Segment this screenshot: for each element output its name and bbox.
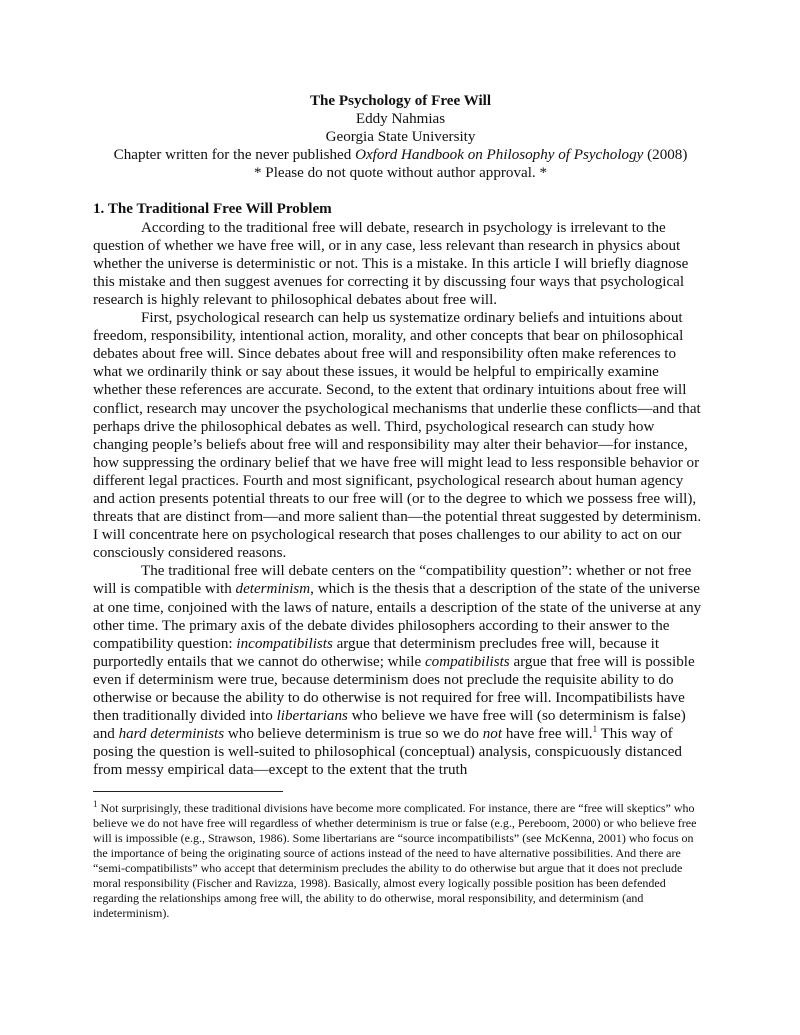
footnote-text: Not surprisingly, these traditional divisions have become more complicated. For instance, there are “free will skeptics” who believe we do not have free will regardless of whether determinism is true or false (e.g., Pereboom, 2000) or who believe free will is impossible (e.g., Strawson, 1986). Some libertarians are “source incompatibilists” (see McKenna, 2001) who focus on the importance of being the originating source of actions instead of the need to have alternative possibilities. And there are “semi-compatibilists” who accept that determinism precludes the ability to do otherwise but argue that it does not preclude moral responsibility (Fischer and Ravizza, 1998). Basically, almost every logically possible position has been defended regarding the relationships among free will, the ability to do otherwise, moral responsibility, and determinism (and indeterminism). <box>93 801 697 921</box>
publication-note-prefix: Chapter written for the never published <box>113 147 356 164</box>
handbook-title: Oxford Handbook on Philosophy of Psychology <box>355 147 644 164</box>
term-compatibilists: compatibilists <box>424 653 510 670</box>
p3-text-4: argue that free will is possible even if determinism were true, because determinism does not preclude the requisite ability to do otherwise or because the ability to do otherwise is not required for free will. Incompatibilists have then traditionally divided into <box>93 653 695 725</box>
paragraph-1: According to the traditional free will debate, research in psychology is irrelevant to the question of whether we have free will, or in any case, less relevant than research in physics about whether the universe is deterministic or not. This is a mistake. In this article I will briefly diagnose this mistake and then suggest avenues for correcting it by discussing four ways that psychological research is highly relevant to philosophical debates about free will. <box>93 219 689 308</box>
footnote-1 <box>93 801 708 921</box>
quote-notice: * Please do not quote without author approval. * <box>253 165 548 182</box>
footnote-separator <box>93 791 283 792</box>
footnote-marker: 1 <box>93 799 98 810</box>
term-determinism: determinism <box>235 581 311 598</box>
paragraph-3 <box>93 562 708 779</box>
p3-text-6: who believe determinism is true so we do <box>224 726 483 743</box>
publication-note <box>93 146 708 164</box>
p3-text-5: who believe we have free will (so determinism is false) and <box>93 708 686 743</box>
document-page <box>93 92 708 921</box>
p3-text-7: have free will. <box>502 726 593 743</box>
publication-note-suffix: (2008) <box>643 147 688 164</box>
p3-text-1: The traditional free will debate centers on the “compatibility question”: whether or not free will is compatible with <box>93 563 692 598</box>
footnote-reference[interactable]: 1 <box>592 724 598 735</box>
term-not: not <box>482 726 503 743</box>
p3-text-3: argue that determinism precludes free will, because it purportedly entails that we cannot do otherwise; while <box>93 635 660 670</box>
term-libertarians: libertarians <box>276 708 348 725</box>
section-heading: 1. The Traditional Free Will Problem <box>93 201 332 218</box>
author-affiliation: Georgia State University <box>325 129 476 146</box>
term-incompatibilists: incompatibilists <box>236 635 333 652</box>
author-name: Eddy Nahmias <box>355 111 446 128</box>
paper-title: The Psychology of Free Will <box>309 93 492 109</box>
p3-text-8: This way of posing the question is well-suited to philosophical (conceptual) analysis, conspicuously distanced from messy empirical data—except to the extent that the truth <box>93 726 682 779</box>
p3-text-2: , which is the thesis that a description of the state of the universe at one time, conjoined with the laws of nature, entails a description of the state of the universe at any other time. The primary axis of the debate divides philosophers according to their answer to the compatibility question: <box>93 581 702 652</box>
paragraph-2: First, psychological research can help us systematize ordinary beliefs and intuitions about freedom, responsibility, intentional action, morality, and other concepts that bear on philosophical debates about free will. Since debates about free will and responsibility often make references to what we ordinarily think or say about these issues, it would be helpful to empirically examine whether these references are accurate. Second, to the extent that ordinary intuitions about free will conflict, research may uncover the psychological mechanisms that underlie these conflicts—and that perhaps drive the philosophical debates as well. Third, psychological research can study how changing people’s beliefs about free will and responsibility may alter their behavior—for instance, how suppressing the ordinary belief that we have free will might lead to less responsible behavior or different legal practices. Fourth and most significant, psychological research about human agency and action presents potential threats to our free will (or to the degree to which we possess free will), threats that are distinct from—and more salient than—the potential threat suggested by determinism. I will concentrate here on psychological research that poses challenges to our ability to act on our consciously considered reasons. <box>93 310 702 562</box>
term-hard-determinists: hard determinists <box>118 726 225 743</box>
